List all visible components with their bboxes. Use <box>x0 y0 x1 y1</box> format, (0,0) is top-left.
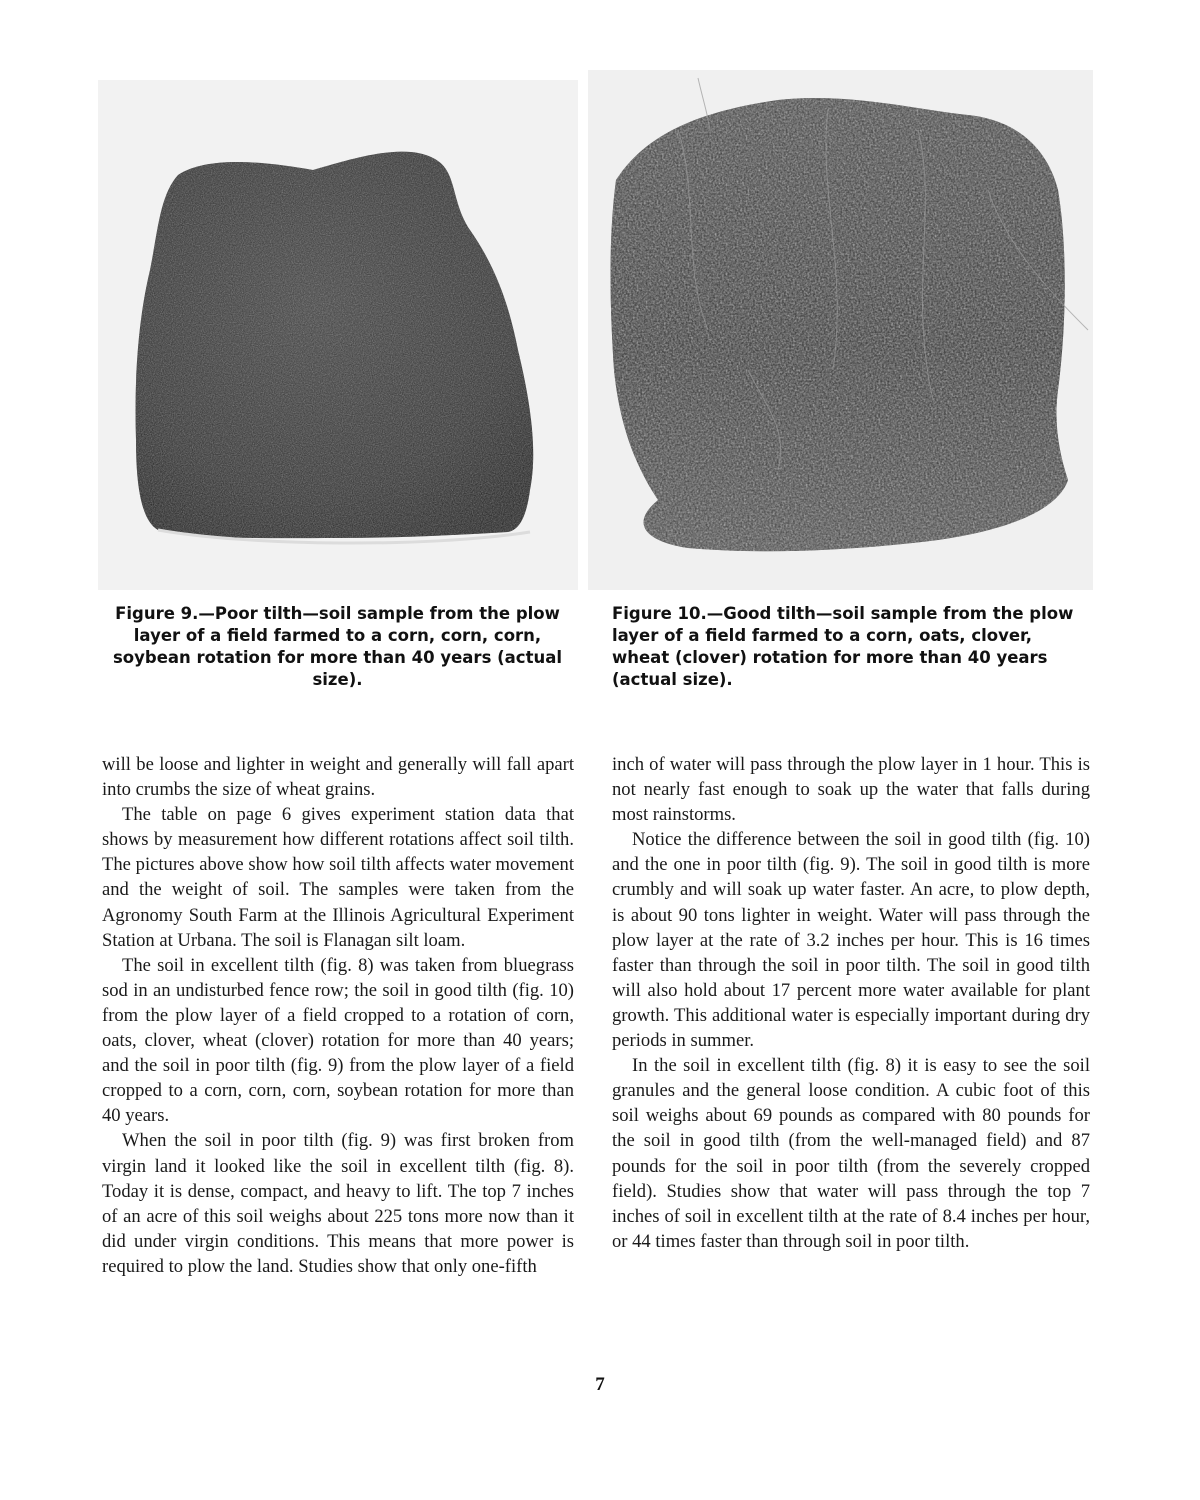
paragraph: will be loose and lighter in weight and generally will fall apart into crumbs the size of wheat grains. <box>102 754 574 801</box>
figure-10-caption: Figure 10.—Good tilth—soil sample from the plow layer of a field farmed to a corn, oats, clover, wheat (clover) rotation for more than 40 years (actual size). <box>612 604 1074 689</box>
body-column-right <box>612 752 1090 1254</box>
paragraph: Notice the difference between the soil in good tilth (fig. 10) and the one in poor tilth (fig. 9). The soil in good tilth is more crumbly and will soak up water faster. An acre, to plow depth, is about 90 tons lighter in weight. Water will pass through the plow layer at the rate of 3.2 inches per hour. This is 16 times faster than through the soil in poor tilth. The soil in good tilth will also hold about 17 percent more water available for plant growth. This additional water is especially important during dry periods in summer. <box>612 829 1090 1052</box>
paragraph: When the soil in poor tilth (fig. 9) was first broken from virgin land it looked like the soil in excellent tilth (fig. 8). Today it is dense, compact, and heavy to lift. The top 7 inches of an acre of this soil weighs about 225 tons more now than it did under virgin conditions. This means that more power is required to plow the land. Studies show that only one-fifth <box>102 1130 574 1277</box>
paragraph: The soil in excellent tilth (fig. 8) was taken from bluegrass sod in an undisturbed fence row; the soil in good tilth (fig. 10) from the plow layer of a field cropped to a rotation of corn, oats, clover, wheat (clover) rotation for more than 40 years; and the soil in poor tilth (fig. 9) from the plow layer of a field cropped to a corn, corn, corn, soybean rotation for more than 40 years. <box>102 954 574 1127</box>
paragraph: In the soil in excellent tilth (fig. 8) it is easy to see the soil granules and the general loose condition. A cubic foot of this soil weighs about 69 pounds as compared with 80 pounds for the soil in good tilth (from the well-managed field) and 87 pounds for the soil in poor tilth (from the severely cropped field). Studies show that water will pass through the top 7 inches of soil in excellent tilth at the rate of 8.4 inches per hour, or 44 times faster than through soil in poor tilth. <box>612 1055 1090 1252</box>
figure-10-photo <box>588 70 1093 590</box>
figure-9-caption: Figure 9.—Poor tilth—soil sample from the plow layer of a field farmed to a corn, corn, corn, soybean rotation for more than 40 years (actual size). <box>112 604 563 689</box>
paragraph: The table on page 6 gives experiment station data that shows by measurement how different rotations affect soil tilth. The pictures above show how soil tilth affects water movement and the weight of soil. The samples were taken from the Agronomy South Farm at the Illinois Agricultural Experiment Station at Urbana. The soil is Flanagan silt loam. <box>102 804 574 951</box>
body-column-left <box>102 752 574 1279</box>
page-number: 7 <box>595 1374 605 1395</box>
figure-10-soil-block-illustration <box>588 70 1093 590</box>
figure-9-soil-clod-illustration <box>98 80 578 590</box>
figure-9-photo <box>98 80 578 590</box>
paragraph: inch of water will pass through the plow layer in 1 hour. This is not nearly fast enough to soak up the water that falls during most rainstorms. <box>612 754 1090 826</box>
